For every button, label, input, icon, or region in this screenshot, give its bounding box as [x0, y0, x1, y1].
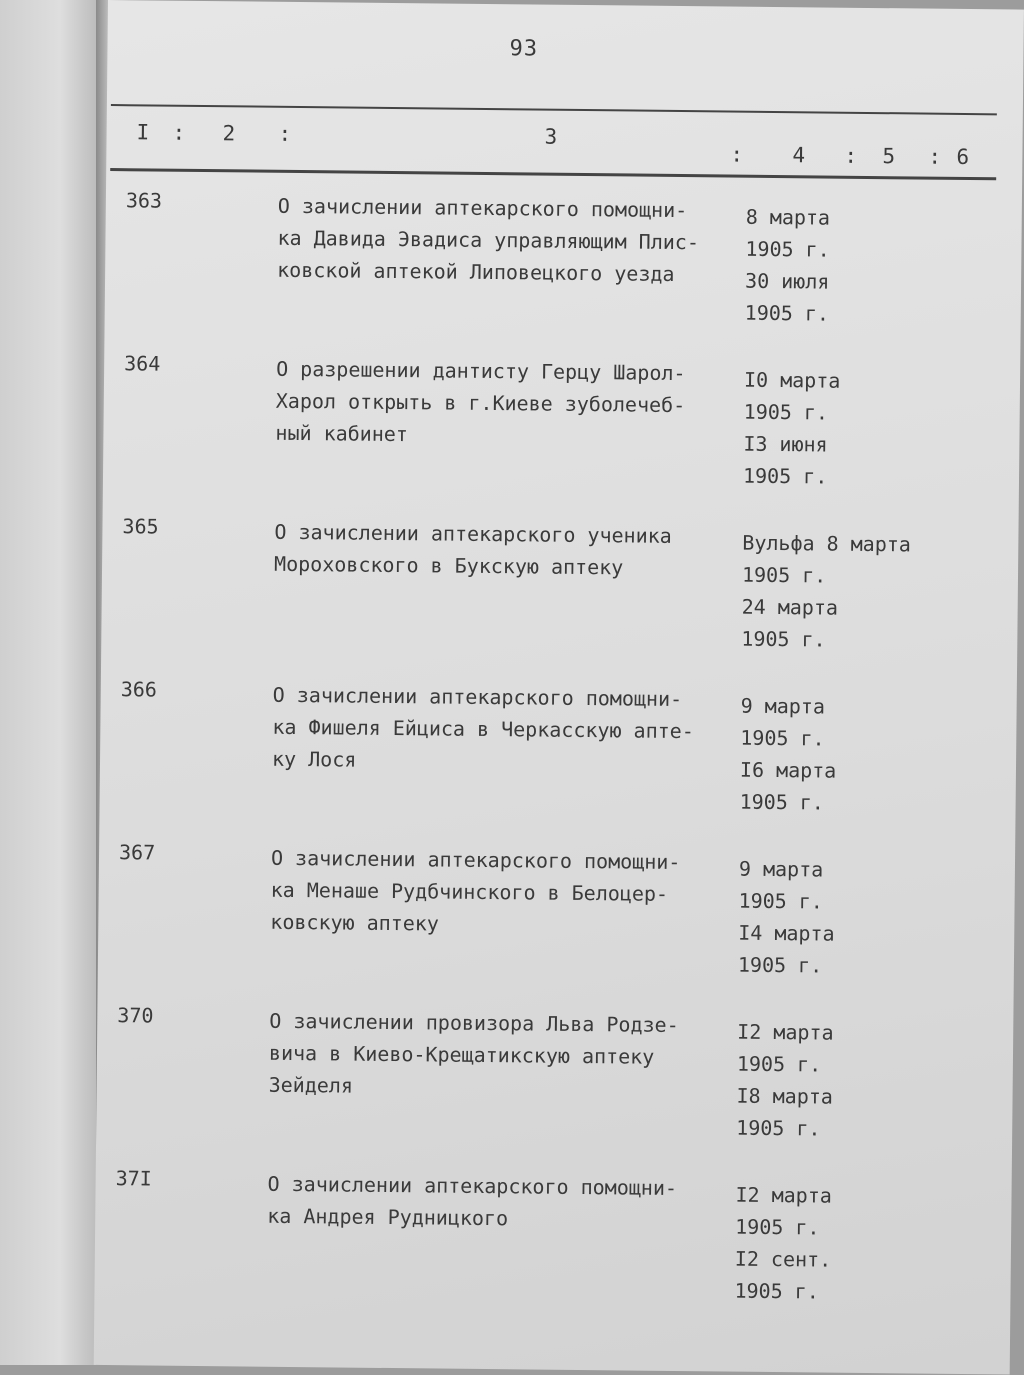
entry-list [94, 184, 1006, 1334]
header-top-rule [111, 104, 997, 115]
entry-dates: I2 марта 1905 г. I8 марта 1905 г. [736, 1019, 834, 1141]
entry-number: 37I [115, 1166, 152, 1191]
page-number: 93 [509, 36, 539, 62]
document-page [94, 0, 1024, 1375]
list-item [101, 510, 1003, 682]
list-item [99, 673, 1001, 845]
column-separator: : [844, 143, 858, 168]
list-item [94, 1162, 996, 1334]
facing-page-edge [0, 0, 100, 1365]
column-separator: : [928, 144, 942, 169]
entry-title: О зачислении аптекарского помощни- ка Андрея Рудницкого [267, 1171, 678, 1231]
entry-dates: Вульфа 8 марта 1905 г. 24 марта 1905 г. [741, 530, 912, 652]
entry-title: О зачислении аптекарского ученика Мороховского в Букскую аптеку [273, 519, 672, 580]
entry-dates: I0 марта 1905 г. I3 июня 1905 г. [742, 367, 841, 489]
column-header-6: 6 [956, 144, 970, 170]
entry-dates: 9 марта 1905 г. I4 марта 1905 г. [737, 856, 835, 978]
entry-title: О зачислении провизора Льва Родзе- вича в Киево-Крещатикскую аптеку Зейделя [268, 1008, 679, 1098]
entry-dates: 9 марта 1905 г. I6 марта 1905 г. [739, 693, 837, 815]
column-header-1: I [136, 120, 150, 145]
entry-title: О зачислении аптекарского помощни- ка Давида Эвадиса управляющим Плис- ковской аптекой Липовецкого уезда [277, 193, 700, 286]
entry-number: 367 [118, 840, 156, 865]
entry-dates: 8 марта 1905 г. 30 июля 1905 г. [744, 204, 831, 326]
column-separator: : [730, 142, 744, 167]
column-header-3: 3 [544, 124, 558, 149]
list-item [104, 184, 1006, 356]
entry-dates: I2 марта 1905 г. I2 сент. 1905 г. [734, 1182, 832, 1304]
entry-title: О разрешении дантисту Герцу Шарол- Харол открыть в г.Киеве зуболечеб- ный кабинет [275, 356, 686, 447]
entry-title: О зачислении аптекарского помощни- ка Менаше Рудбчинского в Белоцер- ковскую аптеку [270, 845, 681, 936]
list-item [103, 347, 1005, 519]
entry-number: 363 [125, 188, 163, 213]
entry-number: 365 [122, 514, 159, 539]
header-bottom-rule [110, 168, 996, 180]
column-header-4: 4 [792, 143, 806, 168]
entry-number: 364 [124, 351, 161, 376]
list-item [98, 836, 1000, 1008]
entry-number: 370 [117, 1003, 154, 1028]
entry-title: О зачислении аптекарского помощни- ка Фишеля Ейциса в Черкасскую апте- ку Лося [271, 682, 694, 772]
column-header-5: 5 [882, 144, 896, 169]
column-separator: : [172, 120, 186, 145]
entry-number: 366 [120, 677, 158, 702]
list-item [96, 999, 998, 1171]
column-separator: : [278, 121, 292, 146]
column-header-2: 2 [222, 121, 236, 146]
